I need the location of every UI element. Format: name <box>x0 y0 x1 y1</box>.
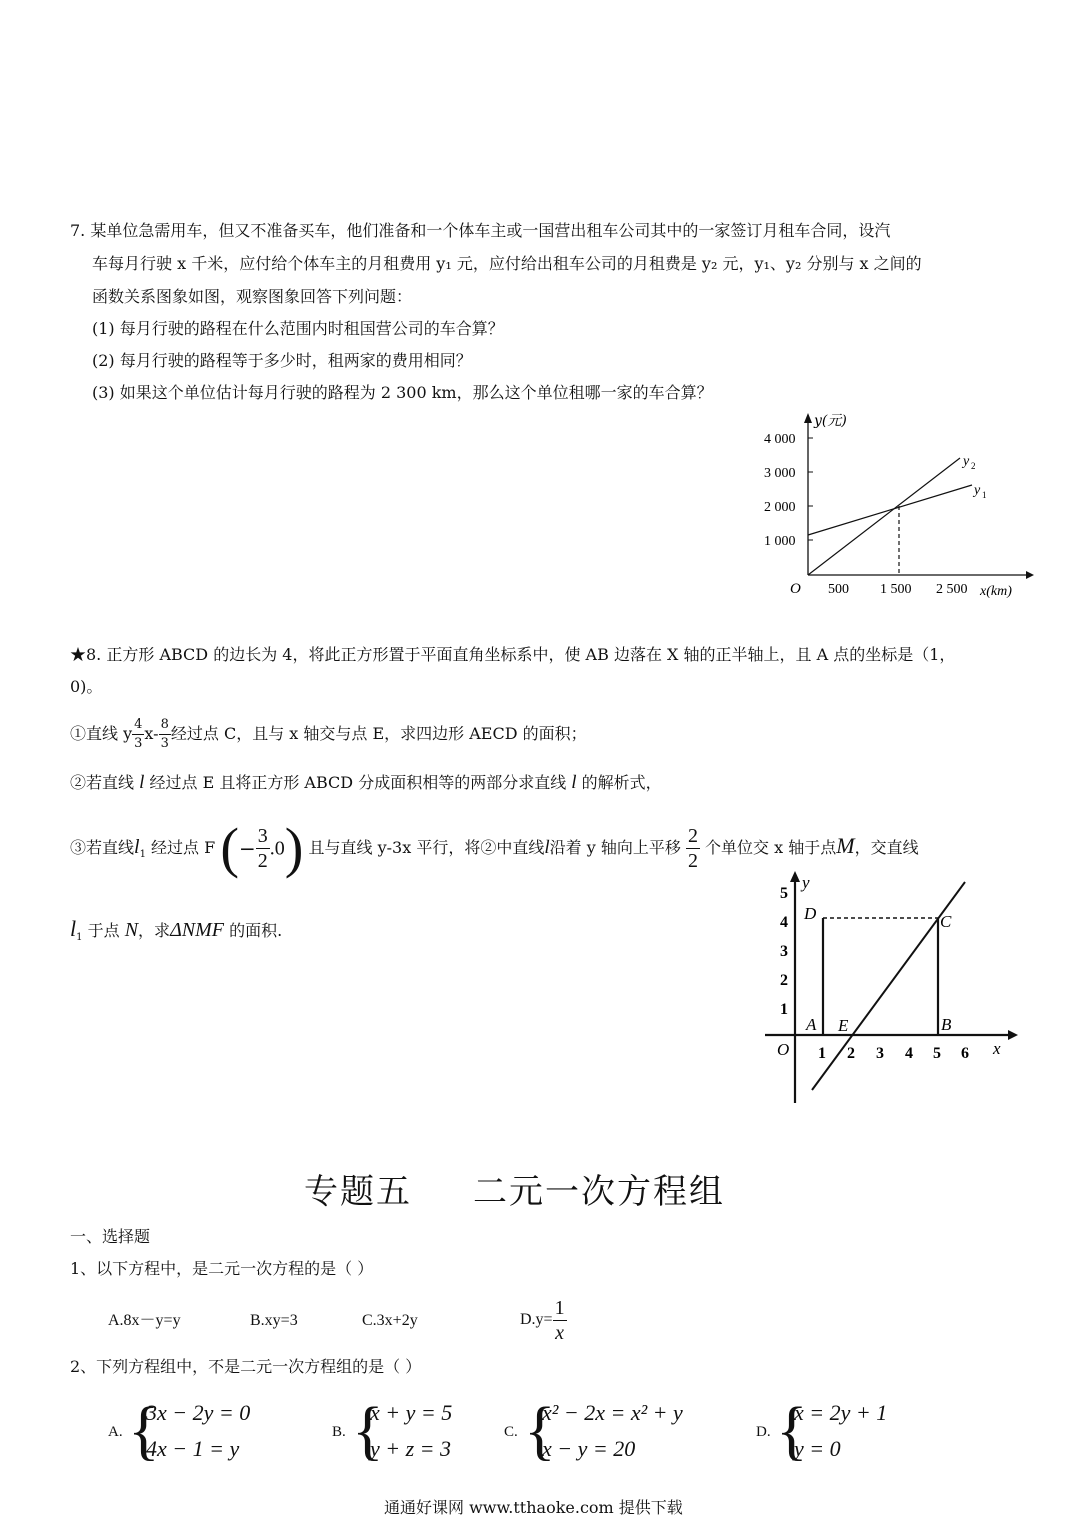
q8-line2: 0)。 <box>70 677 103 696</box>
q2-option-C-brace: { <box>524 1394 556 1467</box>
q8-line1: ★8. 正方形 ABCD 的边长为 4，将此正方形置于平面直角坐标系中，使 AB 边落在 X 轴的正半轴上，且 A 点的坐标是（1， <box>70 645 956 664</box>
q2-option-D-brace: { <box>776 1394 808 1467</box>
q8-part3-text-f: ，交直线 <box>854 838 919 857</box>
q2-option-B-eq1: x + y = 5 <box>370 1400 453 1425</box>
q7-line3: 函数关系图象如图，观察图象回答下列问题： <box>92 287 413 306</box>
q8-part3-text-a: ③若直线 <box>70 838 135 857</box>
graph1-y-arrow <box>804 413 812 423</box>
graph2-ytick-4: 4 <box>780 914 788 931</box>
q2-option-A-brace: { <box>128 1394 160 1467</box>
graph1-ytick-label-1000: 1 000 <box>764 534 796 549</box>
graph2-figure <box>760 868 1030 1108</box>
graph2-point-D-label: D <box>804 904 817 923</box>
q8-part3-l1-sub: 1 <box>139 849 146 861</box>
graph1-origin-label: O <box>790 581 801 597</box>
q8-part4 <box>70 914 282 953</box>
graph1-series-y2-sub: 2 <box>971 461 976 471</box>
question-2: 2、下列方程组中，不是二元一次方程组的是（ ） <box>70 1357 422 1376</box>
graph2-point-E-label: E <box>838 1016 849 1035</box>
graph2-x-label: x <box>993 1039 1001 1058</box>
graph2-xtick-2: 2 <box>847 1045 855 1062</box>
q8-part3-frac2 <box>686 824 700 873</box>
q8-part1-frac2 <box>159 716 171 753</box>
q7-line1: 7. 某单位急需用车，但又不准备买车，他们准备和一个体车主或一国营出租车公司其中的一家签订月租车合同，设汽 <box>70 221 891 240</box>
graph1-ytick-label-4000: 4 000 <box>764 432 796 447</box>
graph2-ytick-3: 3 <box>780 943 788 960</box>
graph2-xtick-4: 4 <box>905 1045 913 1062</box>
graph1-xtick-label-500: 500 <box>828 582 849 597</box>
q1-option-D-num: 1 <box>554 1297 565 1319</box>
q8-part2 <box>70 772 662 794</box>
q8-part4-text-c: 的面积. <box>229 921 283 940</box>
graph1-line-y1 <box>808 485 972 535</box>
q8-part2-text-a: ②若直线 <box>70 773 135 792</box>
graph1-x-label: x(km) <box>980 584 1012 599</box>
q8-part3-l1: l <box>134 836 140 858</box>
q1-option-D <box>520 1296 567 1345</box>
q2-option-C-eq1: x² − 2x = x² + y <box>542 1400 683 1425</box>
q8-part1-frac1-num: 4 <box>132 716 144 735</box>
q8-part3-text-e: 个单位交 x 轴于点 <box>705 838 837 857</box>
q2-option-B-eq2: y + z = 3 <box>370 1436 452 1461</box>
q8-part3-text-d: 沿着 y 轴向上平移 <box>549 838 681 857</box>
q1-option-B: B.xy=3 <box>250 1312 298 1329</box>
graph1-y-label: y(元) <box>814 413 847 429</box>
q8-part3-paren-close: ) <box>284 817 304 880</box>
q7-sub1: (1) 每月行驶的路程在什么范围内时租国营公司的车合算？ <box>92 319 504 338</box>
q2-option-B-label: B. <box>332 1424 346 1440</box>
q8-part2-l2: l <box>571 772 577 793</box>
q8-part1 <box>70 714 587 754</box>
q1-option-D-label: D.y= <box>520 1311 553 1329</box>
graph2-xtick-3: 3 <box>876 1045 884 1062</box>
q8-part1-frac1-den: 3 <box>134 736 143 751</box>
graph1-series-y2-label: y <box>963 454 970 469</box>
q8-part3-M: M <box>836 833 855 858</box>
q8-part4-N: N <box>124 919 139 941</box>
graph1-x-arrow <box>1026 571 1034 579</box>
q2-option-D-label: D. <box>756 1424 771 1440</box>
q8-part1-text-a: ①直线 y <box>70 724 133 743</box>
q2-option-C-eq2: x − y = 20 <box>542 1436 636 1461</box>
section-title: 二元一次方程组 <box>473 1172 725 1212</box>
q7-line2: 车每月行驶 x 千米，应付给个体车主的月租费用 y₁ 元，应付给出租车公司的月租费是 y₂ 元，y₁、y₂ 分别与 x 之间的 <box>92 254 922 273</box>
graph1-ytick-label-3000: 3 000 <box>764 466 796 481</box>
q8-part4-l1: l <box>70 916 77 941</box>
q2-option-C-label: C. <box>504 1424 518 1440</box>
graph1-series-y1-sub: 1 <box>982 490 987 500</box>
q8-part4-triangle: ΔNMF <box>170 919 225 941</box>
q8-part3-frac-num: 3 <box>257 825 268 847</box>
q8-part3-tail: .0 <box>269 837 285 860</box>
graph2-point-A-label: A <box>806 1015 817 1034</box>
q8-part3-frac-den: 2 <box>257 850 268 872</box>
graph2-ytick-2: 2 <box>780 972 788 989</box>
q1-option-A: A.8x－y=y <box>108 1312 181 1329</box>
graph2-x-arrow <box>1008 1030 1018 1040</box>
graph2-ytick-1: 1 <box>780 1001 788 1018</box>
q8-part4-text-a: 于点 <box>87 921 120 940</box>
q8-part3-text-b: 经过点 F <box>151 838 216 857</box>
q1-option-D-den: x <box>555 1322 565 1344</box>
graph1-line-y2 <box>808 458 960 575</box>
q8-part4-text-b: ，求 <box>138 921 171 940</box>
graph2-xtick-6: 6 <box>961 1045 969 1062</box>
graph2-xtick-5: 5 <box>933 1045 941 1062</box>
graph2-xtick-1: 1 <box>818 1045 826 1062</box>
graph2-origin-label: O <box>777 1040 790 1059</box>
graph2-ytick-5: 5 <box>780 885 788 902</box>
q8-part3-frac2-den: 2 <box>687 850 698 872</box>
q2-option-B-brace: { <box>352 1394 384 1467</box>
graph1-xtick-label-2500: 2 500 <box>936 582 968 597</box>
q2-option-A-eq1: 3x − 2y = 0 <box>146 1400 251 1425</box>
graph2-point-C-label: C <box>940 912 952 931</box>
question-1: 1、以下方程中，是二元一次方程的是（ ） <box>70 1259 374 1278</box>
graph1-ytick-label-2000: 2 000 <box>764 500 796 515</box>
q8-part3-text-c: 且与直线 y-3x 平行，将②中直线 <box>308 838 545 857</box>
q8-part1-frac2-den: 3 <box>160 736 169 751</box>
q8-part3-paren-open: ( <box>220 817 239 880</box>
q8-part3-frac <box>256 824 270 873</box>
graph2-y-label: y <box>802 873 810 892</box>
q8-part1-text-c: 经过点 C，且与 x 轴交与点 E，求四边形 AECD 的面积； <box>170 724 587 743</box>
q8-part3-minus: − <box>239 836 256 861</box>
graph1-series-y1-label: y <box>974 483 981 498</box>
part-heading: 一、选择题 <box>70 1227 151 1246</box>
q2-option-D-eq1: x = 2y + 1 <box>794 1400 888 1425</box>
q2-option-D-eq2: y = 0 <box>794 1436 841 1461</box>
q8-part3-l: l <box>544 837 550 858</box>
q2-option-A-eq2: 4x − 1 = y <box>146 1436 240 1461</box>
q8-part1-text-b: x- <box>144 724 159 743</box>
section-title-prefix: 专题五 <box>304 1172 412 1212</box>
q8-part4-l1-sub: 1 <box>76 932 83 944</box>
q8-part2-text-b: 经过点 E 且将正方形 ABCD 分成面积相等的两部分求直线 <box>149 773 567 792</box>
graph2-y-arrow <box>790 871 800 882</box>
q1-option-C: C.3x+2y <box>362 1312 418 1329</box>
graph2-point-B-label: B <box>941 1015 952 1034</box>
q1-option-D-frac <box>553 1296 567 1345</box>
q2-option-A-label: A. <box>108 1424 123 1440</box>
q8-part3 <box>70 816 919 880</box>
graph1-figure <box>760 405 1040 605</box>
q8-part2-text-c: 的解析式， <box>581 773 662 792</box>
q8-part3-frac2-num: 2 <box>687 825 698 847</box>
page-footer: 通通好课网 www.tthaoke.com 提供下载 <box>384 1498 683 1517</box>
graph1-xtick-label-1500: 1 500 <box>880 582 912 597</box>
q8-part2-l: l <box>139 772 145 793</box>
q7-sub3: (3) 如果这个单位估计每月行驶的路程为 2 300 km，那么这个单位租哪一家的车合算？ <box>92 383 713 402</box>
q8-part1-frac2-num: 8 <box>159 716 171 735</box>
q8-part1-frac1 <box>132 716 144 753</box>
q7-sub2: (2) 每月行驶的路程等于多少时，租两家的费用相同？ <box>92 351 472 370</box>
